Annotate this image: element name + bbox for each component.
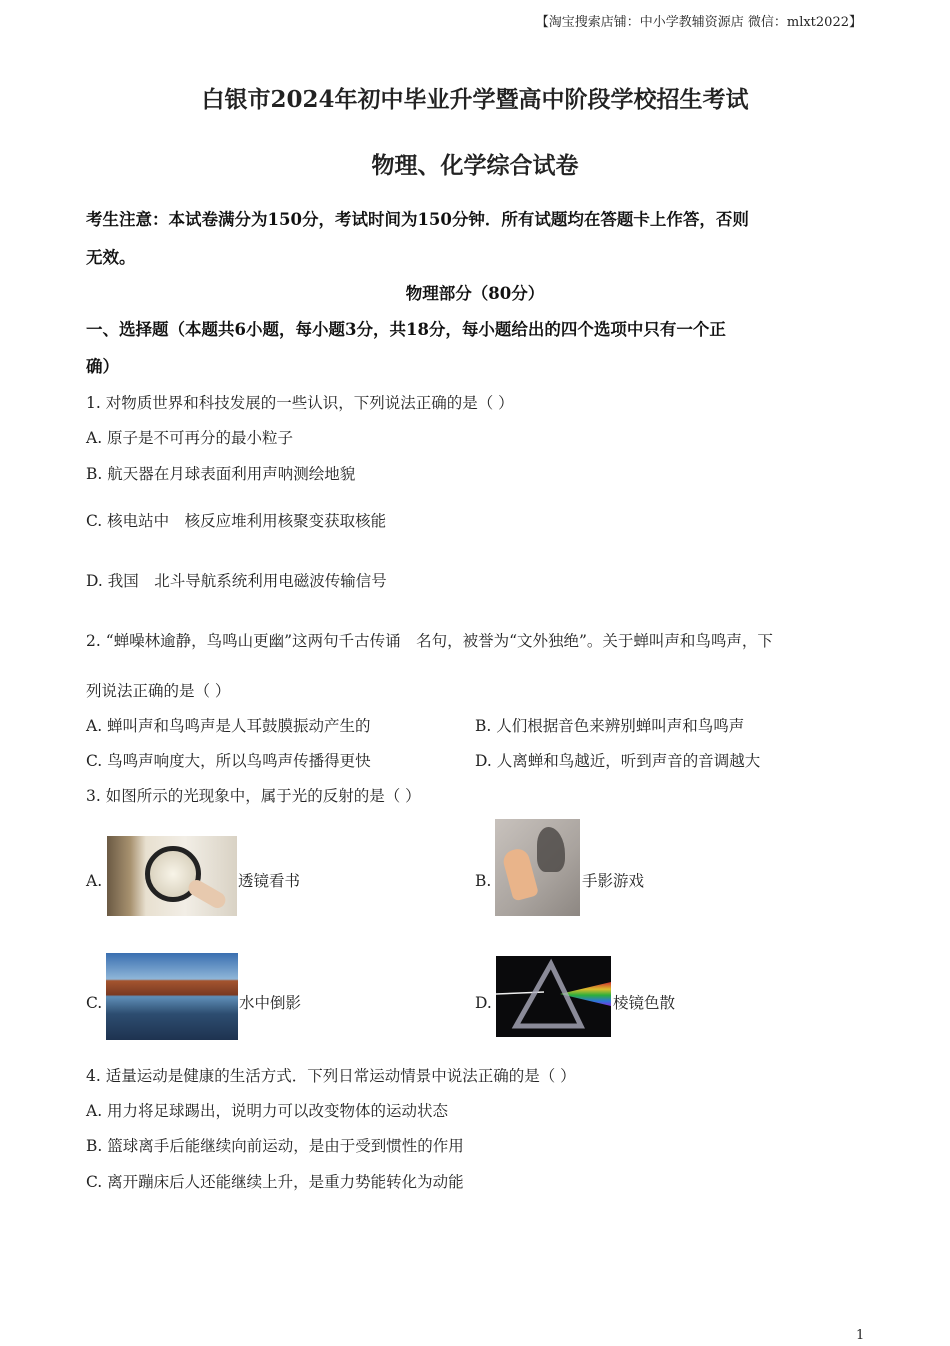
exam-title: 白银市2024年初中毕业升学暨高中阶段学校招生考试 — [201, 86, 749, 113]
q3-b-caption: 手影游戏 — [582, 872, 645, 890]
notice-line-1: 考生注意：本试卷满分为150分，考试时间为150分钟．所有试题均在答题卡上作答，否则 — [86, 210, 749, 229]
prism-dispersion-image — [496, 956, 611, 1037]
mountain-reflection-image — [106, 953, 238, 1040]
q2-option-d: D. 人离蝉和鸟越近，听到声音的音调越大 — [475, 752, 761, 770]
q2-stem-2: 列说法正确的是（ ） — [86, 682, 231, 700]
q3-a-caption: 透镜看书 — [238, 872, 301, 890]
notice-line-2: 无效。 — [86, 248, 136, 267]
q3-d-caption: 棱镜色散 — [613, 994, 676, 1012]
magnifier-reading-image — [107, 836, 237, 916]
header-note: 【淘宝搜索店铺：中小学教辅资源店 微信：mlxt2022】 — [535, 15, 862, 30]
q3-b-letter: B. — [475, 872, 492, 890]
q4-option-b: B. 篮球离手后能继续向前运动，是由于受到惯性的作用 — [86, 1137, 464, 1155]
q3-d-letter: D. — [475, 994, 492, 1012]
page-number: 1 — [856, 1328, 865, 1343]
q2-option-c: C. 鸟鸣声响度大，所以鸟鸣声传播得更快 — [86, 752, 371, 770]
q3-stem: 3. 如图所示的光现象中，属于光的反射的是（ ） — [86, 787, 421, 805]
q4-option-c: C. 离开蹦床后人还能继续上升，是重力势能转化为动能 — [86, 1173, 464, 1191]
part1-heading-1: 一、选择题（本题共6小题，每小题3分，共18分，每小题给出的四个选项中只有一个正 — [86, 320, 726, 339]
q4-option-a: A. 用力将足球踢出，说明力可以改变物体的运动状态 — [86, 1102, 449, 1120]
q3-a-letter: A. — [86, 872, 103, 890]
q1-option-a: A. 原子是不可再分的最小粒子 — [86, 429, 294, 447]
hand-shadow-image — [495, 819, 580, 916]
q1-option-c: C. 核电站中 核反应堆利用核聚变获取核能 — [86, 512, 387, 530]
q3-c-caption: 水中倒影 — [239, 994, 302, 1012]
q2-option-a: A. 蝉叫声和鸟鸣声是人耳鼓膜振动产生的 — [86, 717, 371, 735]
q3-c-letter: C. — [86, 994, 103, 1012]
q1-stem: 1. 对物质世界和科技发展的一些认识，下列说法正确的是（ ） — [86, 394, 514, 412]
q1-option-b: B. 航天器在月球表面利用声呐测绘地貌 — [86, 465, 356, 483]
part1-heading-2: 确） — [86, 357, 119, 376]
q2-option-b: B. 人们根据音色来辨别蝉叫声和鸟鸣声 — [475, 717, 745, 735]
q1-option-d: D. 我国 北斗导航系统利用电磁波传输信号 — [86, 572, 387, 590]
q2-stem-1: 2. “蝉噪林逾静，鸟鸣山更幽”这两句千古传诵 名句，被誉为“文外独绝”。关于蝉叫声和鸟鸣声，下 — [86, 632, 773, 650]
section-title: 物理部分（80分） — [405, 284, 545, 303]
q4-stem: 4. 适量运动是健康的生活方式．下列日常运动情景中说法正确的是（ ） — [86, 1067, 576, 1085]
exam-subtitle: 物理、化学综合试卷 — [371, 152, 579, 179]
